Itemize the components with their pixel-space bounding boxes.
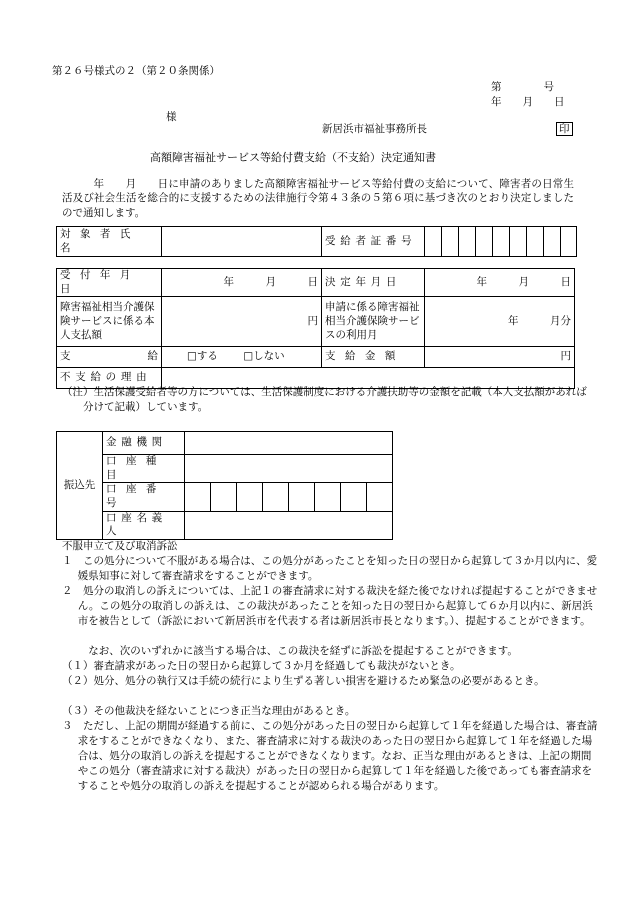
appeal-case-3: （３）その他裁決を経ないことにつき正当な理由があるとき。 — [62, 705, 356, 717]
account-digit-cell[interactable] — [367, 483, 393, 511]
account-digit-cell[interactable] — [211, 483, 237, 511]
issue-date: 年 月 日 — [491, 96, 565, 108]
self-pay-label: 障害福祉相当介護保険サービスに係る本人支払額 — [57, 297, 162, 347]
appeal-case-2: （２）処分、処分の執行又は手続の続行により生ずる著しい損害を避けるため緊急の必要があるとき。 — [62, 675, 545, 687]
payment-yes-checkbox[interactable]: □する — [187, 350, 218, 363]
intro-paragraph: 年 月 日に申請のありました高額障害福祉サービス等給付費の支給について、障害者の日常生活及び社会生活を総合的に支援するための法律施行令第４３条の５第６項に基づき次のとおり決定しましたので通知します。 — [62, 178, 574, 219]
cert-digit-cell[interactable] — [493, 227, 510, 257]
payment-amount-label: 支給金額 — [322, 347, 425, 368]
decision-date-value[interactable]: 年 月 日 — [425, 269, 575, 297]
account-type-label: 口座種目 — [103, 455, 185, 483]
cert-digit-cell[interactable] — [425, 227, 442, 257]
document-number: 第 号 — [491, 81, 554, 93]
cert-digit-cell[interactable] — [459, 227, 476, 257]
cert-digit-cell[interactable] — [510, 227, 527, 257]
account-holder-field[interactable] — [185, 511, 393, 539]
form-id: 第２６号様式の２（第２０条関係） — [52, 65, 220, 77]
account-digit-cell[interactable] — [237, 483, 263, 511]
decision-table — [56, 268, 575, 389]
subject-name-label: 対象者氏名 — [57, 227, 162, 257]
appeal-item-2: ２ 処分の取消しの訴えについては、上記１の審査請求に対する裁決を経た後でなければ提起することができません。この処分の取消しの訴えは、この裁決があったことを知った日の翌日から起算して６か月以内に、新居浜市を被告として（訴訟において新居浜市を代表する者は新居浜市長となります。）、提起することができます。 — [62, 585, 598, 627]
account-holder-label: 口座名義人 — [103, 511, 185, 539]
account-digit-cell[interactable] — [341, 483, 367, 511]
payment-amount-value[interactable]: 円 — [425, 347, 575, 368]
recipient-cert-label: 受給者証番号 — [322, 227, 425, 257]
account-digit-cell[interactable] — [289, 483, 315, 511]
subject-table — [56, 226, 577, 257]
payment-choice — [162, 347, 322, 368]
account-digit-cell[interactable] — [315, 483, 341, 511]
cert-digit-cell[interactable] — [544, 227, 561, 257]
issuer-name: 新居浜市福祉事務所長 — [322, 123, 427, 135]
addressee-suffix: 様 — [166, 111, 177, 123]
cert-digit-cell[interactable] — [476, 227, 493, 257]
account-no-label: 口座番号 — [103, 483, 185, 511]
cert-digit-cell[interactable] — [527, 227, 544, 257]
payment-label: 支給 — [57, 347, 162, 368]
bank-table — [56, 431, 393, 540]
account-digit-cell[interactable] — [263, 483, 289, 511]
note: （注）生活保護受給者等の方については、生活保護制度における介護扶助等の金額を記載（本人支払額があれば分けて記載）しています。 — [62, 386, 587, 413]
appeal-item-3: ３ ただし、上記の期間が経過する前に、この処分があった日の翌日から起算して１年を経過した場合は、審査請求をすることができなくなり、また、審査請求に対する裁決のあった日の翌日から起算して１年を経過した場合は、処分の取消しの訴えを提起することができなくなります。なお、正当な理由があるときは、上記の期間やこの処分（審査請求に対する裁決）があった日の翌日から起算して１年を経過した後であっても審査請求をすることや処分の取消しの訴えを提起することが認められる場合があります。 — [62, 720, 598, 792]
account-type-field[interactable] — [185, 455, 393, 483]
institution-field[interactable] — [185, 432, 393, 455]
document-title: 高額障害福祉サービス等給付費支給（不支給）決定通知書 — [150, 151, 436, 164]
institution-label: 金融機関 — [103, 432, 185, 455]
decision-date-label: 決定年月日 — [322, 269, 425, 297]
bank-section-label: 振込先 — [57, 432, 103, 540]
subject-name-field[interactable] — [162, 227, 322, 257]
appeal-heading: 不服申立て及び取消訴訟 — [62, 540, 178, 552]
usage-month-value[interactable]: 年 月分 — [425, 297, 575, 347]
cert-digit-cell[interactable] — [442, 227, 459, 257]
cert-digit-cell[interactable] — [561, 227, 577, 257]
receipt-date-value[interactable]: 年 月 日 — [162, 269, 322, 297]
appeal-item-2-note: なお、次のいずれかに該当する場合は、この裁決を経ずに訴訟を提起することができます。 — [88, 645, 518, 657]
account-digit-cell[interactable] — [185, 483, 211, 511]
no-pay-reason-label: 不支給の理由 — [57, 368, 162, 389]
payment-no-checkbox[interactable]: □しない — [243, 350, 285, 363]
receipt-date-label: 受付年月日 — [57, 269, 162, 297]
official-seal: 印 — [556, 122, 573, 137]
appeal-item-1: １ この処分について不服がある場合は、この処分があったことを知った日の翌日から起算して３か月以内に、愛媛県知事に対して審査請求をすることができます。 — [62, 555, 598, 582]
self-pay-value[interactable]: 円 — [162, 297, 322, 347]
usage-month-label: 申請に係る障害福祉相当介護保険サービスの利用月 — [322, 297, 425, 347]
appeal-case-1: （１）審査請求があった日の翌日から起算して３か月を経過しても裁決がないとき。 — [62, 660, 461, 672]
